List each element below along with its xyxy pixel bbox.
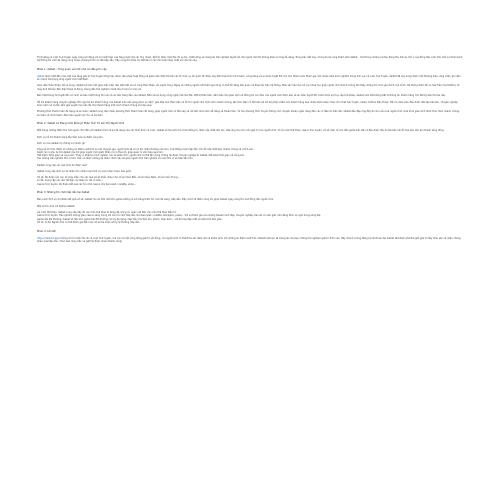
answer-line: Game bài đổi thưởng: daibet sở hữu kho game bài đổi thưởng cực kỳ đa dạng, hấp dẫn như tiến lên, phỏm, mậu binh... với đồ họa đẹp mắt và luật chơi đơn giản. xyxy=(37,217,223,221)
section-1-heading: Phần 1: daibet - Tổng quan về một nhà cái đáng tin cậy xyxy=(37,67,107,71)
section-3-heading: Phần 3: Những trò chơi hấp dẫn tại daibet xyxy=(37,191,90,195)
daibet-url-link[interactable]: https://daibet1.app/ xyxy=(37,236,60,240)
answer-line: Casino trực tuyến: Trải nghiệm không gian casino sang trọng với các trò chơi hấp dẫn như baccarat, roulette, blackjack, poker... Với sự tham gia của những Dealer xinh đẹp, chuyên nghiệp, bạn sẽ có cảm giác như đang thực sự ngồi trong sòng bài. xyxy=(37,214,322,218)
section-2-answer-block-1 xyxy=(37,148,463,161)
daibet-link[interactable]: daibet xyxy=(37,74,45,78)
section-4-heading: Phần 4: Lời kết xyxy=(37,229,56,233)
article xyxy=(37,56,463,246)
answer-line: Cá cược thể thao: daibet cung cấp đầy đủ các môn thể thao từ bóng đá, bóng rổ, quần vợt đến các môn thể thao điện tử. xyxy=(37,211,177,215)
section-3-answer-block xyxy=(37,211,463,224)
answer-line: Tiết kiệm: Khởi giao và cộng sức: Thay vì phải tự mình nghiên cứu và phân tích, người chơi có thể tận dụng những dự đoán chuyên nghiệp từ daibet, tiết kiệm thời gian và công sức. xyxy=(37,154,245,158)
section-2-answer-intro: daibet cung cấp dịch vụ dự đoán cho nhiều loại hình cá cược khác nhau, bao gồm: xyxy=(37,169,132,173)
section-1-paragraph-1 xyxy=(37,75,463,81)
answer-line: Casino trực tuyến: Dự đoán kết quả các trò chơi casino như baccarat, roulette, sicbo... xyxy=(37,182,137,186)
section-1-paragraph-4: Hỗ trợ khách hàng chuyên nghiệp: Đội ngũ hỗ trợ khách hàng của daibet luôn sẵn sàng phục vụ 24/7, giải đáp mọi thắc mắc và hỗ trợ người chơi một cách nhanh chóng, tận tình. Bạn có thể liên hệ với bộ phận chăm sóc khách hàng qua nhiều kênh khác nhau như chat trực tuyến, email, hotline điện thoại. Tất cả nhân viên đều được đào tạo bài bản, chuyên nghiệp, luôn niềm nở và tận tâm giải quyết mọi vấn đề cho khách hàng một cách nhanh chóng và hiệu quả. xyxy=(37,100,459,107)
section-4-paragraph-1-text: không chỉ là một nhà cái cá cược trực tuyến, mà còn là một cộng đồng giải trí sôi động, nơi người chơi có thể thỏa sức đam mê và khám phá. Với những ưu điểm vượt trội, daibet hứa hẹn sẽ mang lại cho bạn những trải nghiệm giải trí đỉnh cao. Hãy nhanh chóng đăng ký tài khoản tại daibet để khám phá thế giới giải trí đầy màu sắc và nhận những phần quà hấp dẫn. Chúc bạn may mắn và gặt hái được nhiều thành công! xyxy=(37,236,461,243)
section-2-answer-block-2 xyxy=(37,176,463,186)
section-1-paragraph-5: Phương thức thanh toán đa dạng và an toàn: daibet cung cấp nhiều phương thức thanh toán đa dạng, giúp người chơi có thể nạp và rút tiền một cách dễ dàng và thuận tiện. Từ các phương thức truyền thống như chuyển khoản ngân hàng đến các ví điện tử hiện đại, daibet đều đáp ứng đầy đủ nhu cầu của người chơi. Quá trình giao dịch được thực hiện nhanh chóng, an toàn và minh bạch, đảm bảo quyền lợi cho cả hai bên. xyxy=(37,110,460,117)
section-2-question-1: Dịch vụ của daibet có những ưu nhược gì? xyxy=(37,142,86,146)
section-1-paragraph-3: Bảo mật thông tin tuyệt đối: An ninh và bảo mật thông tin luôn là ưu tiên hàng đầu của daibet. Nhà cái sử dụng công nghệ mã hóa SSL 128 bit tiên tiến, đảm bảo mọi giao dịch và thông tin cá nhân của người chơi được bảo vệ an toàn tuyệt đối, tránh khỏi sự truy cập trái phép. daibet cam kết không tiết lộ thông tin khách hàng cho bất kỳ bên thứ ba nào. xyxy=(37,94,446,98)
answer-line: Lô đề: Cung cấp các dàn đề đẹp, dự đoán lô, đề, lô xiên... xyxy=(37,179,104,183)
section-2-paragraph-1: Một trong những điểm thu hút người chơi đến với daibet chính là sự đa dạng của các hình thức cá cược. daibet sở hữu kho trò chơi khổng lồ, được cập nhật liên tục, đáp ứng mọi nhu cầu giải trí của người chơi. Từ cá cược thể thao, casino trực tuyến, xổ số, bắn cá cho đến game bài, tất cả đều được đầu tư bài bản với đồ họa sắc nét, âm thanh sống động. xyxy=(37,129,445,133)
section-2-heading: Phần 2: daibet Có Đáng Chơi Không? Phân Tích Từ Góc Độ Người Chơi xyxy=(37,122,125,126)
answer-line: Tổng số lời chơi chấm vô những ưu điểm vượt trội so các chuyển gia, người chơi sẽ có cơ hội nhận thưởng cao hơn, tỉ lệ thắng cược hấp dẫn, tốc độ cập nhật kèo nhanh chóng và chính xác. xyxy=(37,147,254,151)
intro-paragraph: Thị trường cá cược trực tuyến ngày càng sôi động với sự xuất hiện của hàng loạt nhà cái. Tuy nhiên, để tìm được một địa chỉ uy tín, chất lượng và mang lại trải nghiệm tuyệt vời cho người chơi thì không phải ai cũng dễ dàng. Trong bài viết này, chúng ta sẽ cùng khám phá daibet – một trong những cái tên đang thu hút sự chú ý của đông đảo cược thủ nhờ sự minh bạch, hệ thống trò chơi đa dạng cùng nhiều chương trình ưu đãi hấp dẫn. Hãy cùng tìm hiểu chi tiết để có cái nhìn toàn diện nhất về nhà cái này. xyxy=(37,56,463,63)
section-1-paragraph-2: Giao diện thân thiện, dễ sử dụng: daibet sở hữu một giao diện hiện đại, bắt mắt và vô cùng thân thiện với người dùng. Ngay cả những người mới tham gia cũng có thể dễ dàng làm quen và thao tác trên hệ thống. Màu sắc hài hòa, bố cục khoa học giúp người chơi nhanh chóng tìm thấy những trò chơi yêu thích của mình. Hệ thống được tối ưu hóa trên mọi thiết bị, từ máy tính để bàn đến điện thoại di động, mang đến trải nghiệm mượt mà ở mọi lúc mọi nơi. xyxy=(37,84,460,91)
section-1-paragraph-1-text: được biết đến như một nền tảng giải trí trực tuyến tổng hợp, được cấp phép hoạt động và giám sát chặt chẽ bởi các tổ chức uy tín quốc tế. Điều này đảm bảo tính minh bạch, công bằng và an toàn tuyệt đối cho mọi thành viên tham gia. Với nhiều năm kinh nghiệm trong lĩnh vực cá cược trực tuyến, daibet đã xây dựng được một thương hiệu vững chắc, ghi dấu ấn mạnh mẽ trong lòng người chơi Việt Nam. xyxy=(37,74,461,81)
section-2-question-2: Daibet cung cấp các loại hình dự đoán nào? xyxy=(37,163,88,167)
answer-line: Tận hưởng trải nghiệm thú vị hơn: Việc có được những dự đoán chính xác sẽ giúp người chơi trải nghiệm cá cược thú vị và hấp dẫn hơn. xyxy=(37,157,194,161)
section-3-paragraph-2: Một số trò chơi nổi bật tại daibet: xyxy=(37,204,76,208)
answer-line: Xổ số: Dự đoán các con số may mắn cho các loại xổ số khác nhau như xổ số miền Bắc, xổ số miền Nam, xổ số miền Trung... xyxy=(37,176,180,180)
answer-line: Xổ số, lô đề: Người chơi có thể tham gia đặt cược xổ số ba miền với tỷ lệ thưởng hấp dẫn. xyxy=(37,220,141,224)
answer-line: Giảm rủi ro phụ lệ: Dù daibet cầu trợ giúp người chơi giảm thiểu rủi ro thua lỗ, giúp quản lý vốn hiệu quả hơn. xyxy=(37,151,164,155)
section-4-paragraph-1 xyxy=(37,237,463,243)
section-3-paragraph-1: Bên cạnh dịch vụ dự đoán kết quả xổ số, daibet còn sở hữu một kho game khổng lồ với hàng trăm trò chơi đa dạng, hấp dẫn. Đây chính là điểm cộng lớn giúp daibet ngày càng thu hút đông đảo người chơi. xyxy=(37,198,274,202)
section-2-paragraph-2: Dịch vụ hỗ trợ khách hàng tận tâm luôn là điểm cộng lớn. xyxy=(37,135,104,139)
